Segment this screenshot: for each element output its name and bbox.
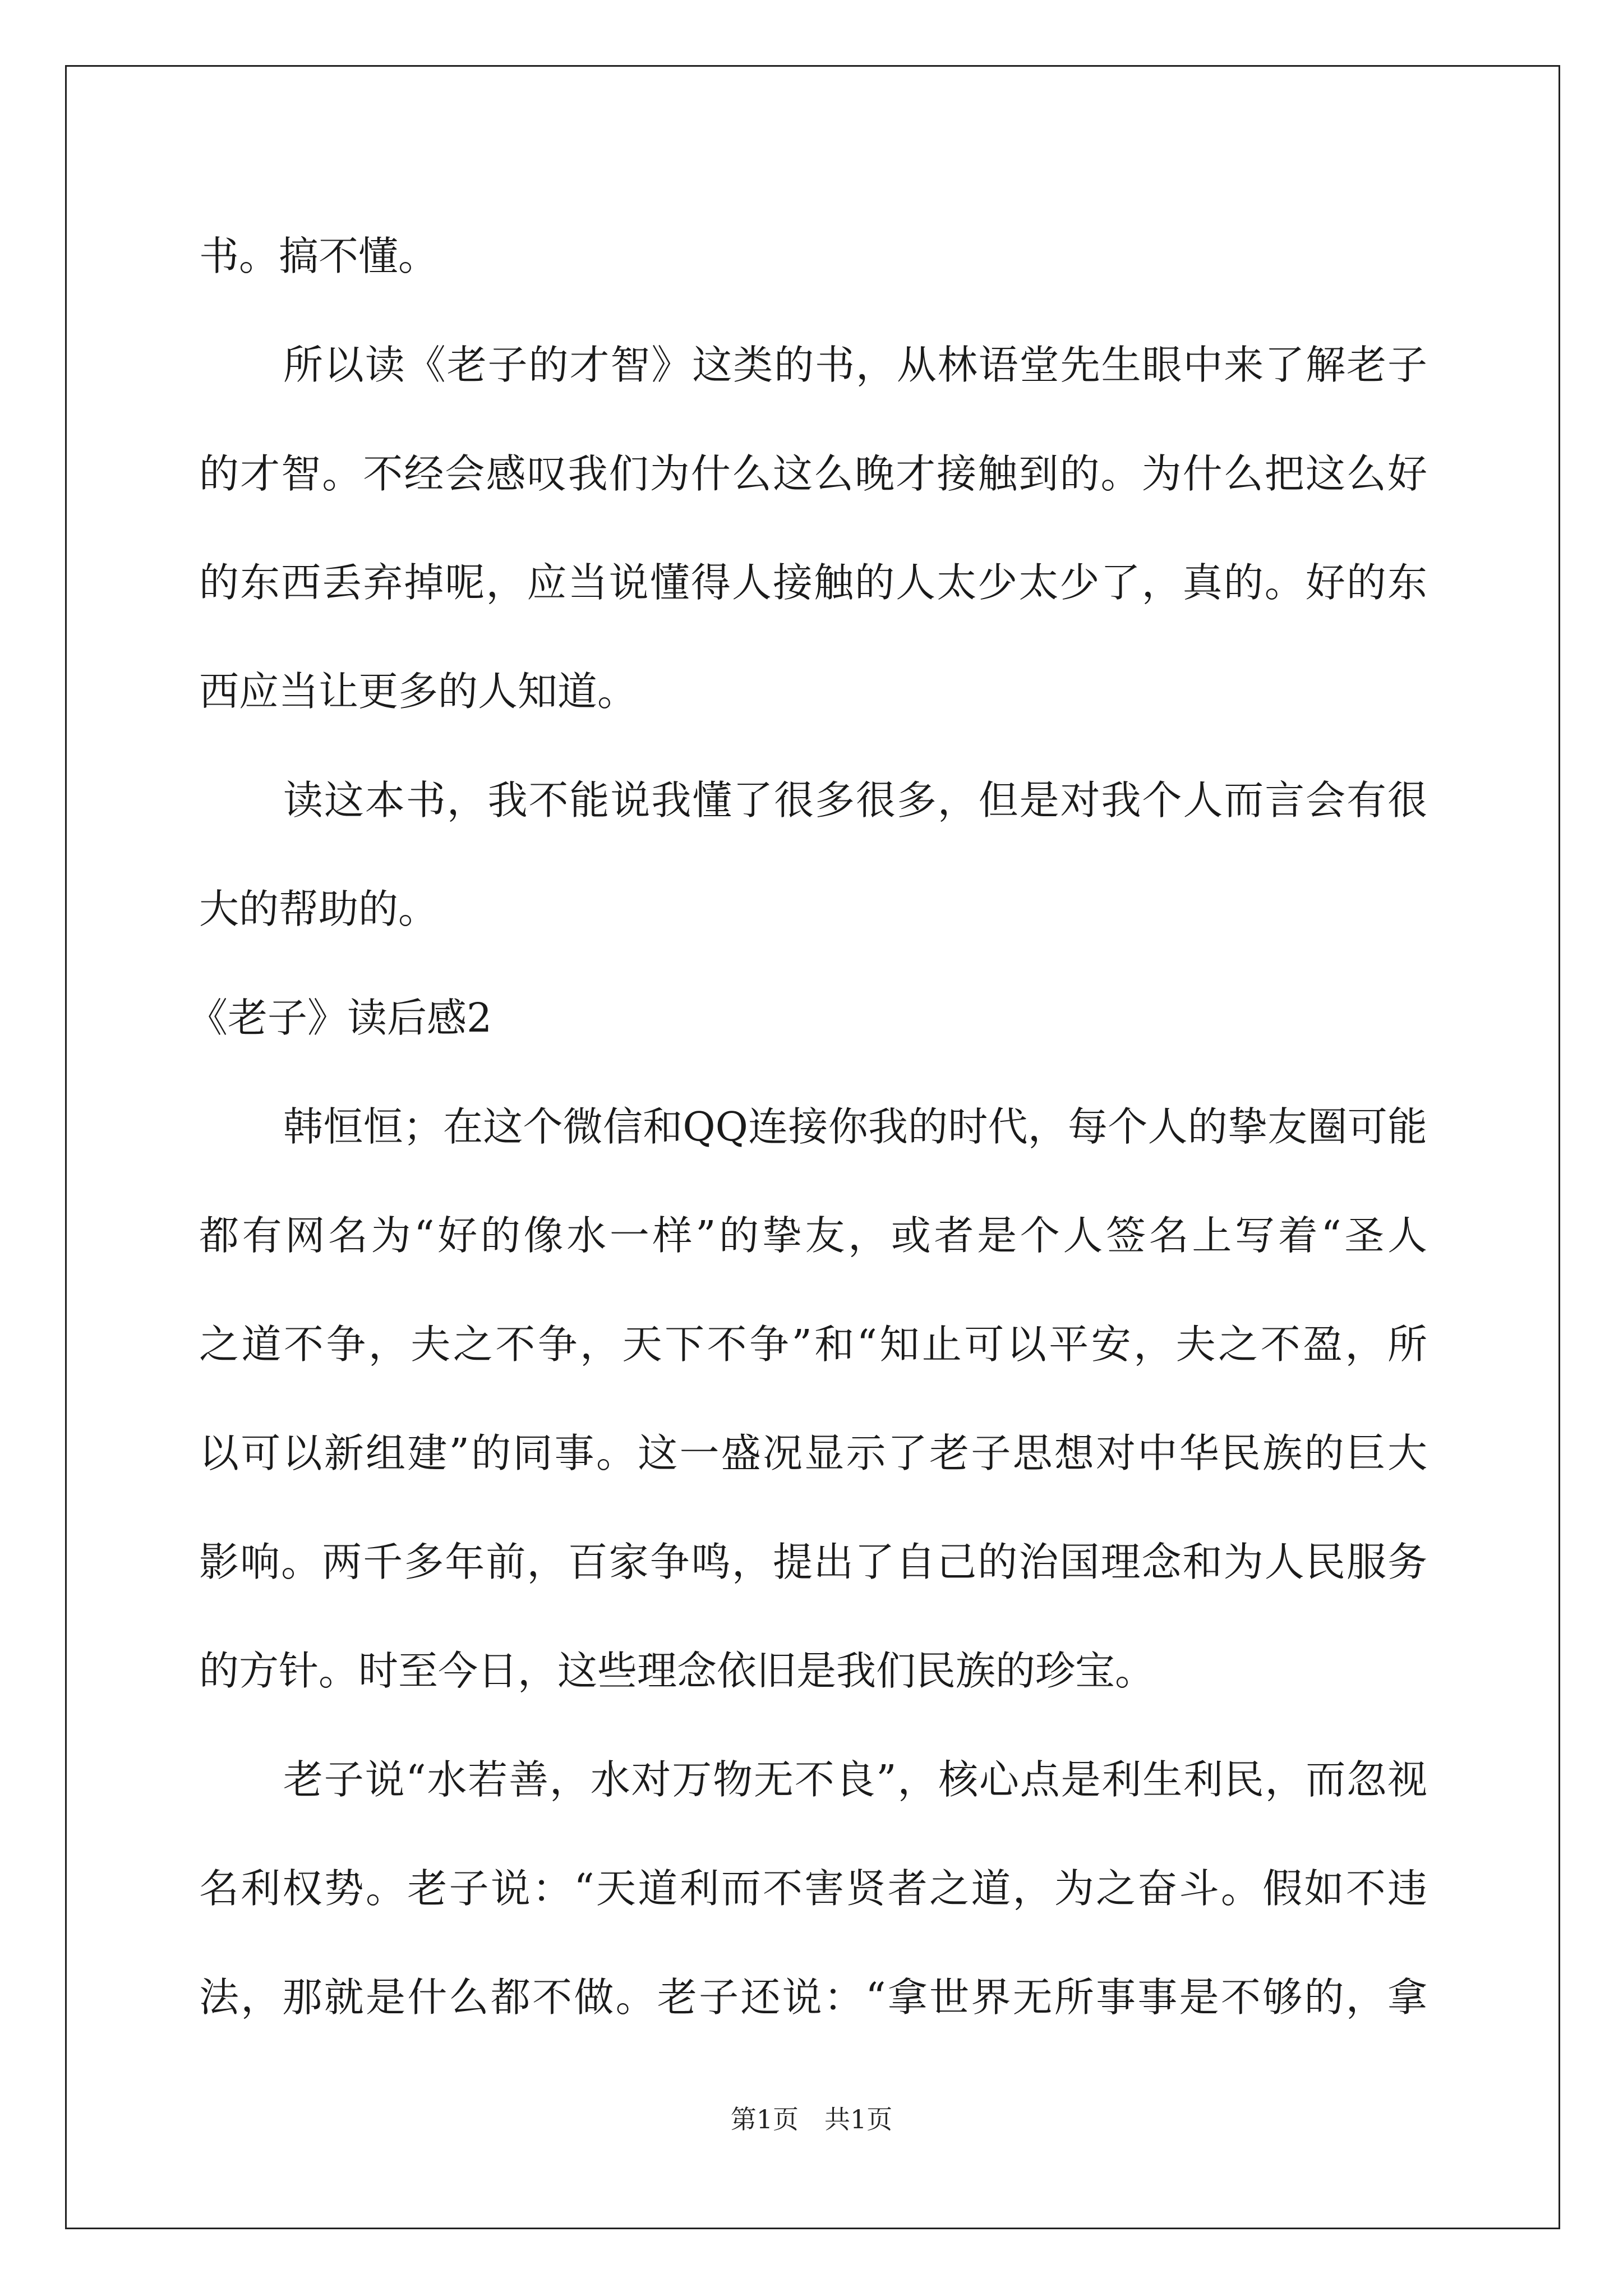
text-line: 的才智。不经会感叹我们为什么这么晚才接触到的。为什么把这么好 <box>199 450 1427 497</box>
text-line: 名利权势。老子说：“天道利而不害贤者之道，为之奋斗。假如不违 <box>199 1865 1427 1912</box>
text-line: 书。搞不懂。 <box>199 233 439 279</box>
paragraph-first-line: 老子说“水若善，水对万物无不良”，核心点是利生利民，而忽视 <box>283 1756 1427 1803</box>
text-line: 大的帮助的。 <box>199 886 439 932</box>
page-number-footer: 第1页 共1页 <box>730 2104 893 2134</box>
paragraph-first-line: 读这本书，我不能说我懂了很多很多，但是对我个人而言会有很 <box>283 777 1427 823</box>
text-line: 影响。两千多年前，百家争鸣，提出了自己的治国理念和为人民服务 <box>199 1539 1427 1585</box>
text-line: 都有网名为“好的像水一样”的挚友，或者是个人签名上写着“圣人 <box>199 1212 1427 1259</box>
document-body <box>188 202 1427 2052</box>
text-line: 以可以新组建”的同事。这一盛况显示了老子思想对中华民族的巨大 <box>199 1430 1427 1476</box>
text-line: 的东西丢弃掉呢，应当说懂得人接触的人太少太少了，真的。好的东 <box>199 559 1427 606</box>
text-line: 之道不争，夫之不争，天下不争”和“知止可以平安，夫之不盈，所 <box>199 1321 1427 1368</box>
text-line: 的方针。时至今日，这些理念依旧是我们民族的珍宝。 <box>199 1648 1155 1694</box>
text-line: 法，那就是什么都不做。老子还说：“拿世界无所事事是不够的，拿 <box>199 1974 1427 2021</box>
text-line: 西应当让更多的人知道。 <box>199 668 638 715</box>
paragraph-first-line: 韩恒恒；在这个微信和QQ连接你我的时代，每个人的挚友圈可能 <box>283 1103 1427 1150</box>
section-heading: 《老子》读后感2 <box>188 995 492 1041</box>
paragraph-first-line: 所以读《老子的才智》这类的书，从林语堂先生眼中来了解老子 <box>283 342 1427 388</box>
